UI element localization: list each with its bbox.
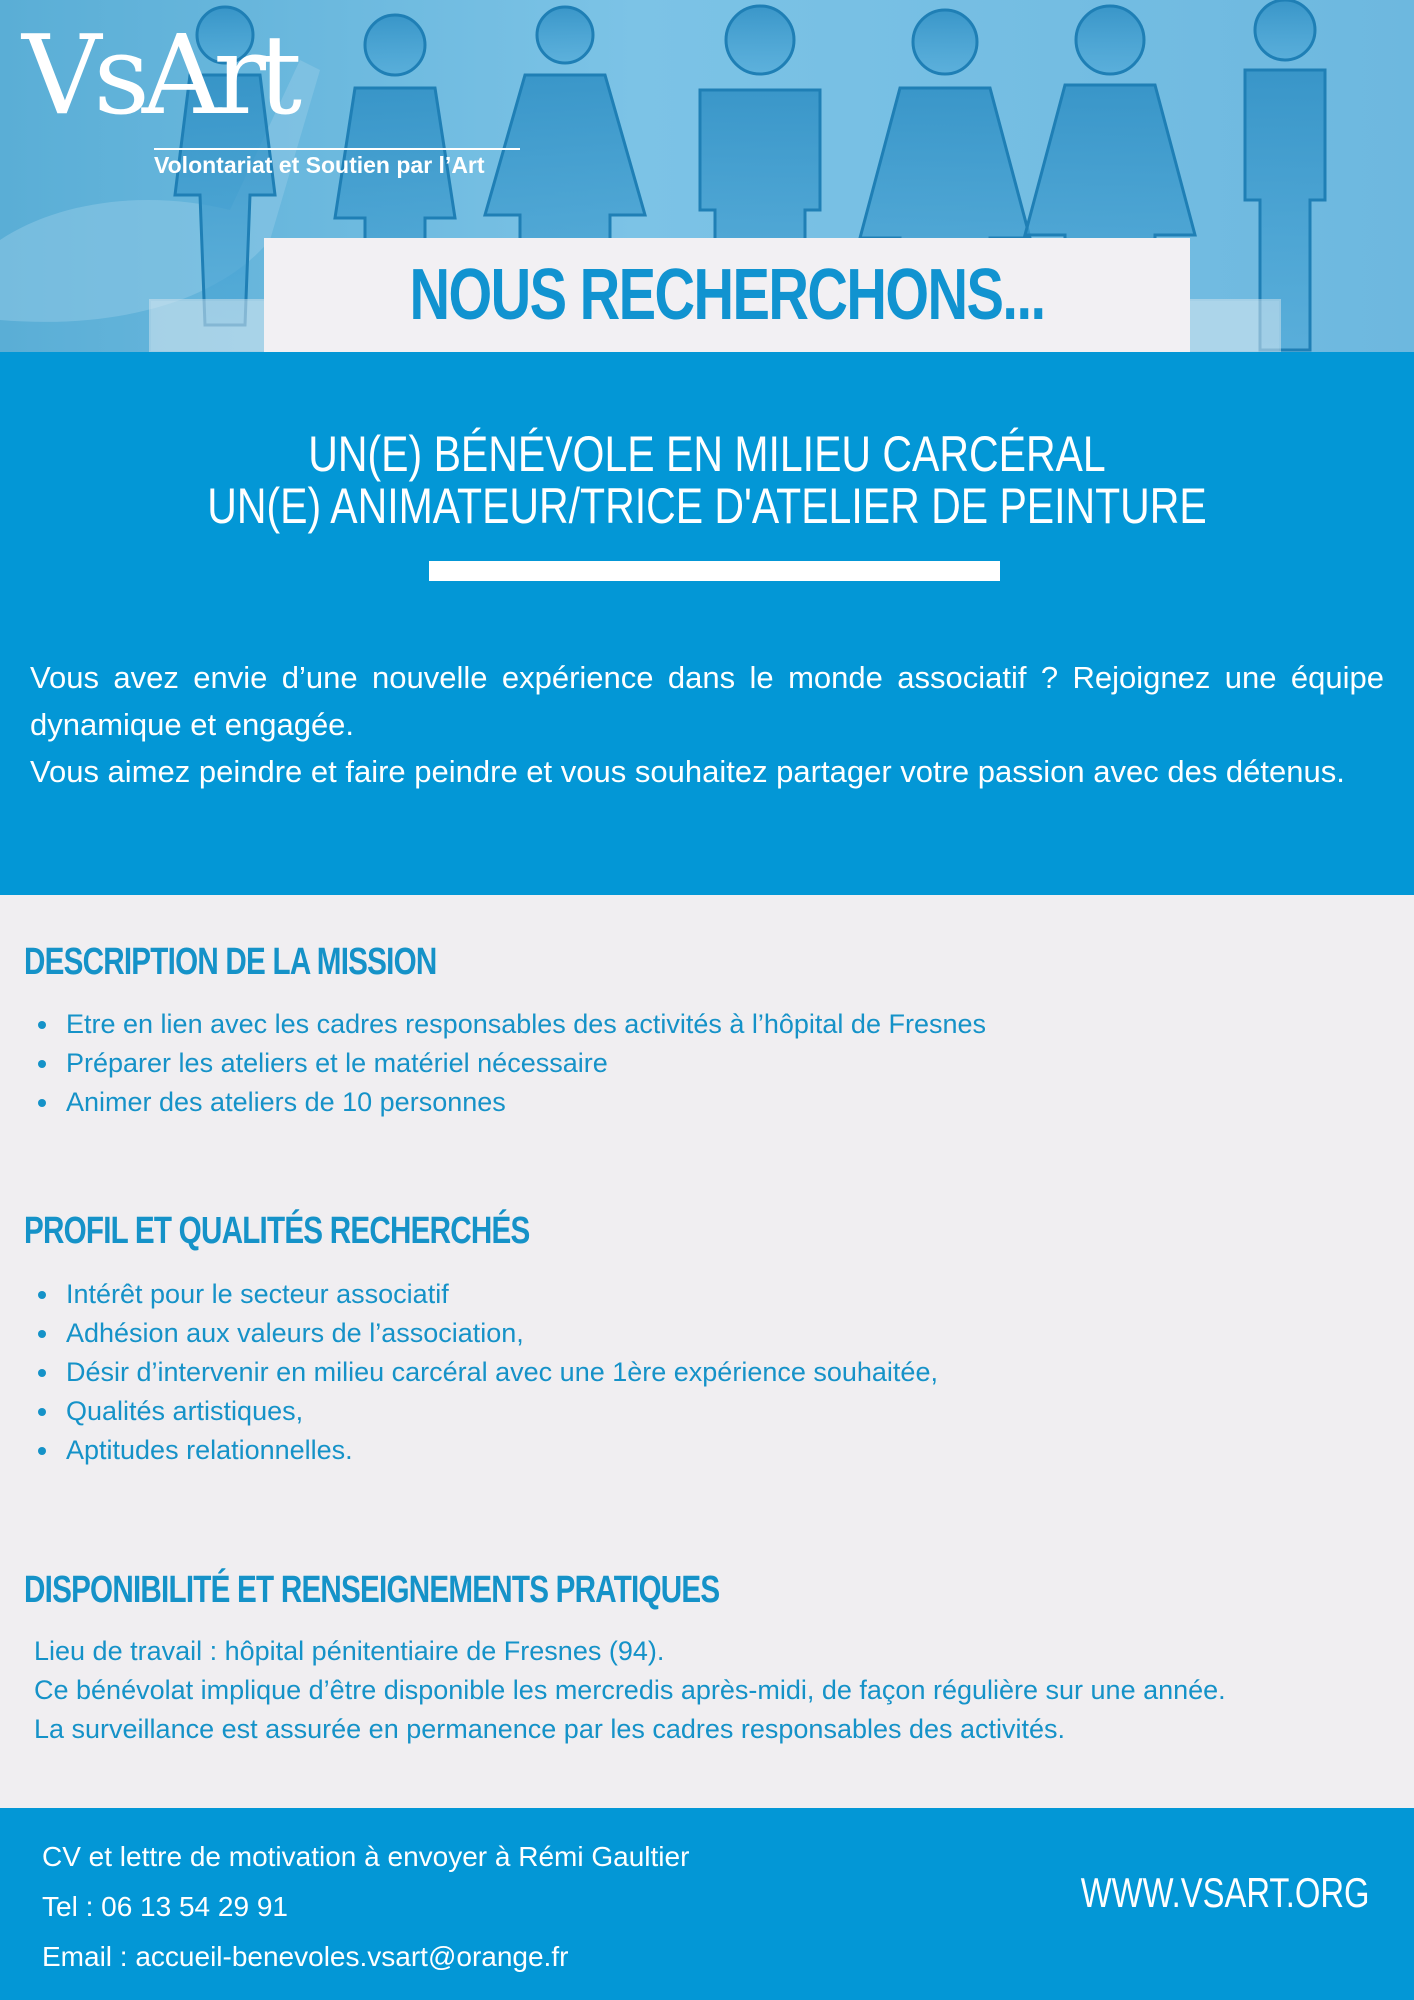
- hero-banner: [0, 0, 1414, 352]
- contact-instruction: CV et lettre de motivation à envoyer à Rémi Gaultier: [42, 1841, 690, 1872]
- contact-email[interactable]: Email : accueil-benevoles.vsart@orange.fr: [42, 1941, 569, 1972]
- practical-line: Ce bénévolat implique d’être disponible les mercredis après-midi, de façon régulière sur une année.: [34, 1675, 1226, 1705]
- list-item: Aptitudes relationnelles.: [66, 1431, 938, 1470]
- mission-heading: DESCRIPTION DE LA MISSION: [24, 941, 437, 983]
- website-link[interactable]: [1040, 1868, 1370, 1918]
- role-title-line-1: UN(E) BÉNÉVOLE EN MILIEU CARCÉRAL: [308, 426, 1106, 482]
- vsart-logo: [22, 11, 542, 190]
- page-headline: NOUS RECHERCHONS...: [409, 255, 1045, 335]
- intro-text: [30, 654, 1384, 795]
- role-title-line-2: UN(E) ANIMATEUR/TRICE D'ATELIER DE PEINTURE: [207, 478, 1207, 534]
- logo-mark: VsArt: [22, 11, 295, 139]
- list-item: Adhésion aux valeurs de l’association,: [66, 1314, 938, 1353]
- practical-line: La surveillance est assurée en permanence par les cadres responsables des activités.: [34, 1714, 1066, 1744]
- role-title: [0, 428, 1414, 532]
- list-item: Intérêt pour le secteur associatif: [66, 1275, 938, 1314]
- contact-block: [42, 1832, 689, 1982]
- contact-footer: [0, 1808, 1414, 2000]
- logo-tagline: Volontariat et Soutien par l’Art: [154, 148, 520, 179]
- list-item: Etre en lien avec les cadres responsables des activités à l’hôpital de Fresnes: [66, 1005, 986, 1044]
- mission-list: [28, 1005, 986, 1122]
- practical-heading: DISPONIBILITÉ ET RENSEIGNEMENTS PRATIQUES: [24, 1569, 720, 1611]
- practical-info: [34, 1632, 1226, 1749]
- profile-list: [28, 1275, 938, 1470]
- headline-box: [264, 238, 1190, 352]
- list-item: Préparer les ateliers et le matériel nécessaire: [66, 1044, 986, 1083]
- intro-paragraph-2: Vous aimez peindre et faire peindre et vous souhaitez partager votre passion avec des détenus.: [30, 754, 1345, 789]
- list-item: Désir d’intervenir en milieu carcéral avec une 1ère expérience souhaitée,: [66, 1353, 938, 1392]
- intro-paragraph-1: Vous avez envie d’une nouvelle expérience dans le monde associatif ? Rejoignez une équipe dynamique et engagée.: [30, 660, 1384, 742]
- list-item: Animer des ateliers de 10 personnes: [66, 1083, 986, 1122]
- contact-phone[interactable]: Tel : 06 13 54 29 91: [42, 1891, 288, 1922]
- website-link-text[interactable]: WWW.VSART.ORG: [1080, 1869, 1370, 1916]
- practical-line: Lieu de travail : hôpital pénitentiaire de Fresnes (94).: [34, 1636, 665, 1666]
- profile-heading: PROFIL ET QUALITÉS RECHERCHÉS: [24, 1210, 530, 1252]
- title-underline-bar: [429, 561, 1000, 581]
- intro-band: [0, 352, 1414, 895]
- list-item: Qualités artistiques,: [66, 1392, 938, 1431]
